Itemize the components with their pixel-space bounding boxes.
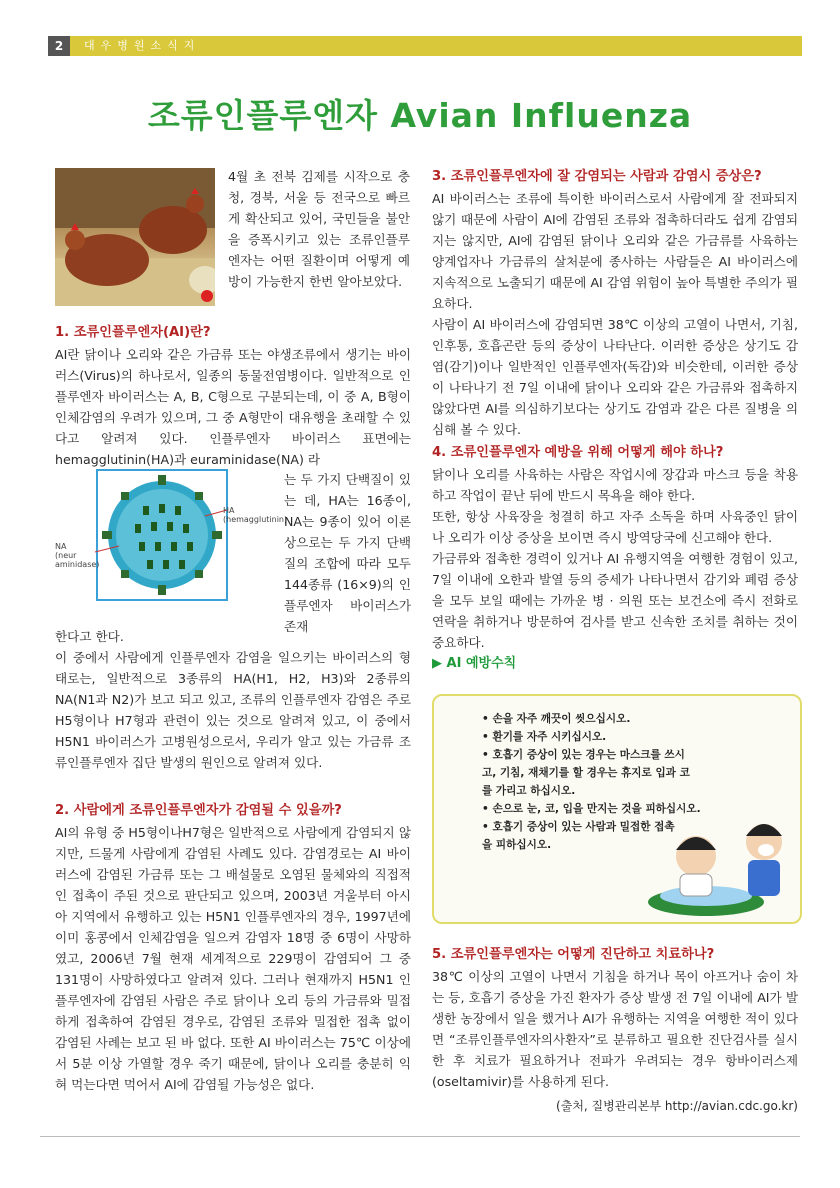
section-4-para-1: 닭이나 오리를 사육하는 사람은 작업시에 장갑과 마스크 등을 착용하고 작업이 끝난 뒤에 반드시 목욕을 해야 한다. <box>432 467 798 503</box>
rule-item: • 호흡기 증상이 있는 사람과 밀접한 접촉을 피하십시오. <box>482 818 682 854</box>
section-1-para-2: 이 중에서 사람에게 인플루엔자 감염을 일으키는 바이러스의 형태로는, 일반적으로 3종류의 HA(H1, H2, H3)와 2종류의 NA(N1과 N2)가 보고 되고 있고, 조류의 인플루엔자 감염은 주로 H5형이나 H7형과 관련이 있는 것으로 알려져 있고, 이 중에서 H5N1 바이러스가 고병원성으로서, 우리가 알고 있는 가금류 조류인플루엔자 집단 발생의 원인으로 알려져 있다. <box>55 650 411 770</box>
prevention-box <box>432 694 802 924</box>
section-1-wrap-text: 는 두 가지 단백질이 있는 데, HA는 16종이, NA는 9종이 있어 이론상으로는 두 가지 단백질의 조합에 따라 모두 144종류 (16×9)의 인플루엔자 바이러스가 존재 <box>284 472 411 634</box>
intro-text: 4월 초 전북 김제를 시작으로 충청, 경북, 서울 등 전국으로 빠르게 확산되고 있어, 국민들을 불안을 증폭시키고 있는 조류인플루엔자는 어떤 질환이며 어떻게 예방이 가능한지 한번 알아보았다. <box>228 169 410 289</box>
section-1-wrap-end: 한다고 한다. <box>55 629 124 644</box>
source-citation: (출처, 질병관리본부 http://avian.cdc.go.kr) <box>556 1099 798 1113</box>
section-4-heading: 4. 조류인플루엔자 예방을 위해 어떻게 해야 하나? <box>432 445 724 460</box>
page-title: 조류인플루엔자 Avian Influenza <box>147 96 693 135</box>
prevention-subheading: ▶ AI 예방수칙 <box>432 656 517 671</box>
section-1-para-1: AI란 닭이나 오리와 같은 가금류 또는 야생조류에서 생기는 바이러스(Virus)의 하나로서, 일종의 동물전염병이다. 일반적으로 인플루엔자 바이러스는 A, B, C형으로 구분되는데, 이 중 A, B형이 인체감염의 우려가 있으며, 그 중 A형만이 대유행을 초래할 수 있다고 알려져 있다. 인플루엔자 바이러스 표면에는 hemagglutinin(HA)과 euraminidase(NA) 라 <box>55 347 411 467</box>
section-1-cont <box>55 626 411 773</box>
section-3 <box>432 166 798 440</box>
section-1-wrap <box>284 469 411 637</box>
ha-label: HA (hemagglutinin) <box>223 506 288 524</box>
section-4-para-2: 또한, 항상 사육장을 청결히 하고 자주 소독을 하며 사육중인 닭이나 오리가 이상 증상을 보이면 즉시 방역당국에 신고해야 한다. <box>432 509 798 545</box>
rule-item: • 호흡기 증상이 있는 경우는 마스크를 쓰시고, 기침, 재채기를 할 경우는 휴지로 입과 코를 가리고 하십시오. <box>482 746 697 800</box>
na-label: NA (neur aminidase) <box>55 542 100 569</box>
rule-item: • 환기를 자주 시키십시오. <box>482 728 788 746</box>
rule-item: • 손을 자주 깨끗이 씻으십시오. <box>482 710 788 728</box>
section-2 <box>55 800 411 1095</box>
section-1 <box>55 322 411 470</box>
section-3-para-2: 사람이 AI 바이러스에 감염되면 38℃ 이상의 고열이 나면서, 기침, 인후통, 호흡곤란 등의 증상이 나타난다. 이러한 증상은 상기도 감염(감기)이나 일반적인 인플루엔자(독감)와 비슷한데, 이러한 증상이 나타나기 전 7일 이내에 닭이나 오리와 같은 가금류와 접촉하지 않았다면 AI를 의심하기보다는 상기도 감염과 같은 다른 질병을 의심해 볼 수 있다. <box>432 317 798 437</box>
intro-paragraph <box>228 166 410 292</box>
children-illustration <box>646 806 796 918</box>
section-5-heading: 5. 조류인플루엔자는 어떻게 진단하고 치료하나? <box>432 947 715 962</box>
section-2-para-1: AI의 유형 중 H5형이나H7형은 일반적으로 사람에게 감염되지 않지만, 드물게 사람에게 감염된 사례도 있다. 감염경로는 AI 바이러스에 감염된 가금류 또는 그 배설물로 오염된 물체와의 직접적인 접촉이 주된 것으로 판단되고 있으며, 2003년 겨울부터 아시아 지역에서 유행하고 있는 H5N1 인플루엔자의 경우, 1997년에 이미 홍콩에서 인체감염을 일으켜 감염자 18명 중 6명이 사망하였고, 2006년 7월 현재 세계적으로 229명이 감염되어 그 중 131명이 사망하였다고 알려져 있다. 그러나 현재까지 H5N1 인플루엔자에 감염된 사람은 주로 닭이나 오리 등의 가금류와 밀접하게 접촉하여 감염된 경우로, 감염된 조류와 밀접한 접촉 없이 감염된 사례는 보고 된 바 없다. 또한 AI 바이러스는 75℃ 이상에서 5분 이상 가열할 경우 죽기 때문에, 닭이나 오리를 충분히 익혀 먹는다면 먹어서 AI에 감염될 가능성은 없다. <box>55 825 411 1092</box>
newsletter-name: 대우병원소식지 <box>84 39 201 52</box>
rule-item: • 손으로 눈, 코, 입을 만지는 것을 피하십시오. <box>482 800 788 818</box>
footer-line <box>40 1136 800 1137</box>
page-number: 2 <box>48 36 70 56</box>
section-4 <box>432 442 798 674</box>
virus-diagram <box>55 466 288 602</box>
section-2-heading: 2. 사람에게 조류인플루엔자가 감염될 수 있을까? <box>55 803 342 818</box>
section-3-heading: 3. 조류인플루엔자에 잘 감염되는 사람과 감염시 증상은? <box>432 169 762 184</box>
section-3-para-1: AI 바이러스는 조류에 특이한 바이러스로서 사람에게 잘 전파되지 않기 때문에 사람이 AI에 감염된 조류와 접촉하더라도 쉽게 감염되지는 않지만, AI에 감염된 닭이나 오리와 같은 가금류를 사육하는 양계업자나 가금류의 살처분에 종사하는 사람들은 AI 바이러스에 지속적으로 노출되기 때문에 AI 감염 위험이 높아 특별한 주의가 필요하다. <box>432 191 798 311</box>
section-5 <box>432 944 798 1117</box>
section-4-para-3: 가금류와 접촉한 경력이 있거나 AI 유행지역을 여행한 경험이 있고, 7일 이내에 오한과 발열 등의 증세가 나타나면서 감기와 폐렴 증상을 모두 보일 때에는 가까운 병 · 의원 또는 보건소에 즉시 전화로 연락을 취하거나 방문하여 검사를 받고 신속한 조치를 취하는 것이 중요하다. <box>432 551 798 650</box>
chicken-photo <box>55 168 215 306</box>
section-1-heading: 1. 조류인플루엔자(AI)란? <box>55 325 211 340</box>
section-5-para-1: 38℃ 이상의 고열이 나면서 기침을 하거나 목이 아프거나 숨이 차는 등, 호흡기 증상을 가진 환자가 증상 발생 전 7일 이내에 AI가 발생한 농장에서 일을 했거나 AI가 유행하는 지역을 여행한 적이 있다면 “조류인플루엔자의사환자”로 분류하고 필요한 진단검사를 실시한 후 치료가 필요하거나 전파가 우려되는 경우 항바이러스제(oseltamivir)를 사용하게 된다. <box>432 969 798 1089</box>
